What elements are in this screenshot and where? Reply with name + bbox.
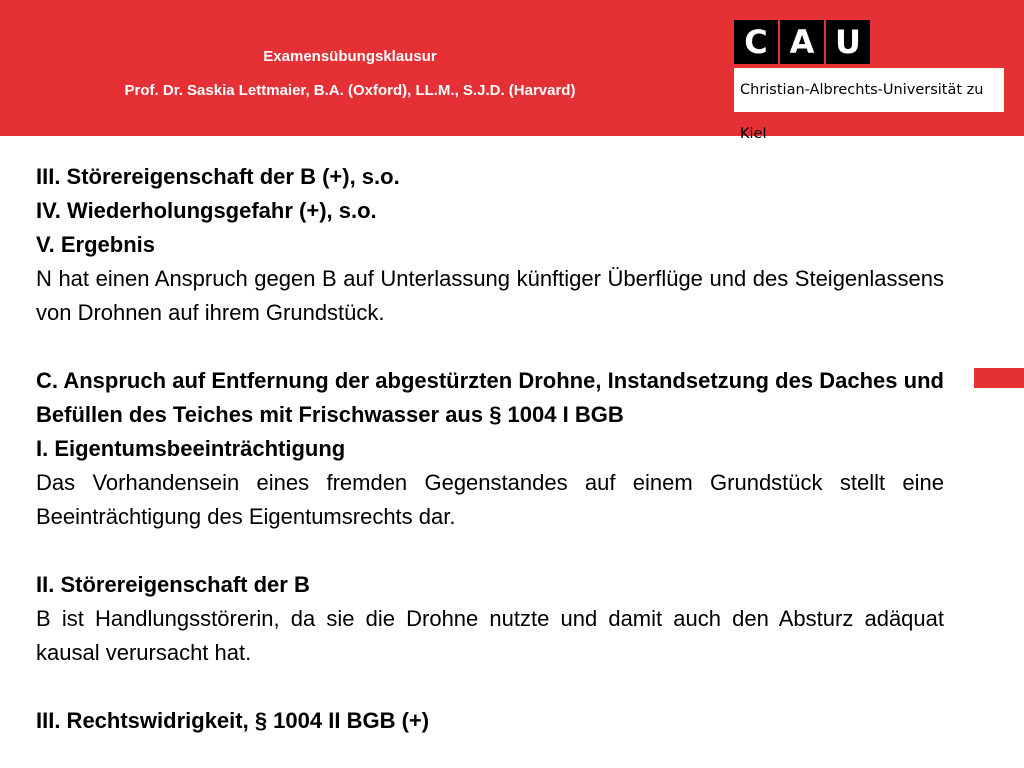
heading-eigentumsbeeintraechtigung: I. Eigentumsbeeinträchtigung (36, 436, 346, 461)
spacer (36, 534, 944, 568)
header-title: Examensübungsklausur (263, 48, 437, 65)
logo-letter-u: U (826, 20, 870, 64)
paragraph-eigentumsbeeintraechtigung: Das Vorhandensein eines fremden Gegenstandes auf einem Grundstück stellt eine Beeinträchtigung des Eigentumsrechts dar. (36, 470, 944, 529)
side-accent-bar (974, 368, 1024, 388)
spacer (36, 330, 944, 364)
heading-rechtswidrigkeit: III. Rechtswidrigkeit, § 1004 II BGB (+) (36, 708, 430, 733)
paragraph-ergebnis: N hat einen Anspruch gegen B auf Unterlassung künftiger Überflüge und des Steigenlassens von Drohnen auf ihrem Grundstück. (36, 266, 944, 325)
heading-stoerereigenschaft-1: III. Störereigenschaft der B (+), s.o. (36, 164, 400, 189)
logo-letter-a: A (780, 20, 824, 64)
logo-letters (734, 20, 870, 64)
paragraph-stoerereigenschaft: B ist Handlungsstörerin, da sie die Drohne nutzte und damit auch den Absturz adäquat kausal verursacht hat. (36, 606, 944, 665)
spacer (36, 670, 944, 704)
slide-content (36, 160, 944, 738)
heading-ergebnis: V. Ergebnis (36, 232, 156, 257)
heading-wiederholungsgefahr: IV. Wiederholungsgefahr (+), s.o. (36, 198, 377, 223)
heading-anspruch-c: C. Anspruch auf Entfernung der abgestürzten Drohne, Instandsetzung des Daches und Befüllen des Teiches mit Frischwasser aus § 1004 I BGB (36, 368, 944, 427)
logo-letter-c: C (734, 20, 778, 64)
heading-stoerereigenschaft-2: II. Störereigenschaft der B (36, 572, 310, 597)
university-name: Christian-Albrechts-Universität zu Kiel (734, 68, 1004, 112)
header-subtitle: Prof. Dr. Saskia Lettmaier, B.A. (Oxford), LL.M., S.J.D. (Harvard) (124, 82, 576, 99)
header-bar (0, 0, 1024, 142)
university-logo (734, 20, 1004, 142)
